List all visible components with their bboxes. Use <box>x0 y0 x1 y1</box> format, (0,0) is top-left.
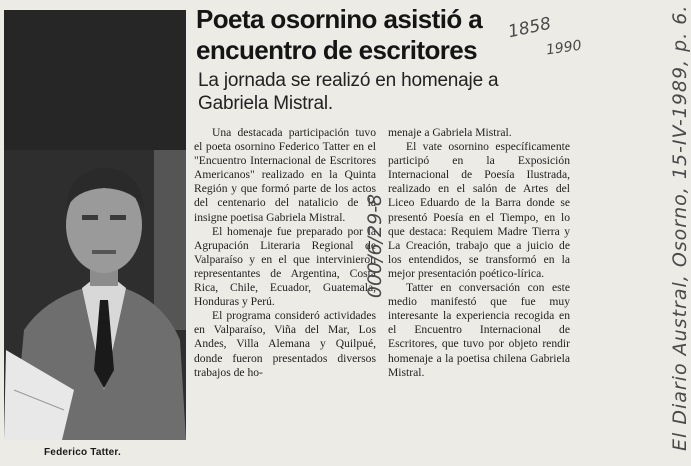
portrait-illustration <box>4 10 186 440</box>
subheadline: La jornada se realizó en homenaje a Gabriela Mistral. <box>198 70 499 114</box>
photo-caption: Federico Tatter. <box>44 447 121 458</box>
article-column-1 <box>194 126 376 466</box>
handwritten-source-note: El Diario Austral, Osorno, 15-IV-1989, p. 6. <box>669 4 691 451</box>
paragraph: El homenaje fue preparado por la Agrupación Literaria Regional de Valparaíso y en el que intervinieron representantes de Argentina, Costa Rica, Chile, Ecuador, Guatemala, Honduras y Perú. <box>194 224 376 309</box>
article-column-2 <box>388 126 570 466</box>
paragraph: El programa consideró actividades en Valparaíso, Viña del Mar, Los Andes, Villa Alemana y Quilpué, donde fueron presentados diversos trabajos de ho- <box>194 309 376 379</box>
portrait-photo <box>4 10 186 440</box>
paragraph: menaje a Gabriela Mistral. <box>388 126 512 139</box>
paragraph: Tatter en conversación con este medio manifestó que fue muy interesante la experiencia recogida en el Encuentro Internacional de Escritores, que tuvo por objeto rendir homenaje a la poetisa chilena Gabriela Mistral. <box>388 281 570 379</box>
handwritten-code: 1858 <box>506 13 553 43</box>
handwritten-number: 000/6/29-8 <box>364 193 386 299</box>
paragraph: Una destacada participación tuvo el poeta osornino Federico Tatter en el "Encuentro Internacional de Escritores Americanos" realizado en la Quinta Región y que formó parte de los actos del centenario del natalicio de la insigne poetisa Gabriela Mistral. <box>194 126 376 224</box>
handwritten-year: 1990 <box>545 37 583 59</box>
paragraph: El vate osornino específicamente participó en la Exposición Internacional de Poesía Ilustrada, realizado en el salón de Artes del Liceo Eduardo de la Barra donde se presentó Poesía en el Tiempo, en lo que destaca: Requiem Madre Tierra y La Creación, trabajo que a juicio de los entendidos, se transformó en la mejor presentación poético-lírica. <box>388 140 570 280</box>
headline: Poeta osornino asistió a encuentro de escritores <box>196 4 483 65</box>
